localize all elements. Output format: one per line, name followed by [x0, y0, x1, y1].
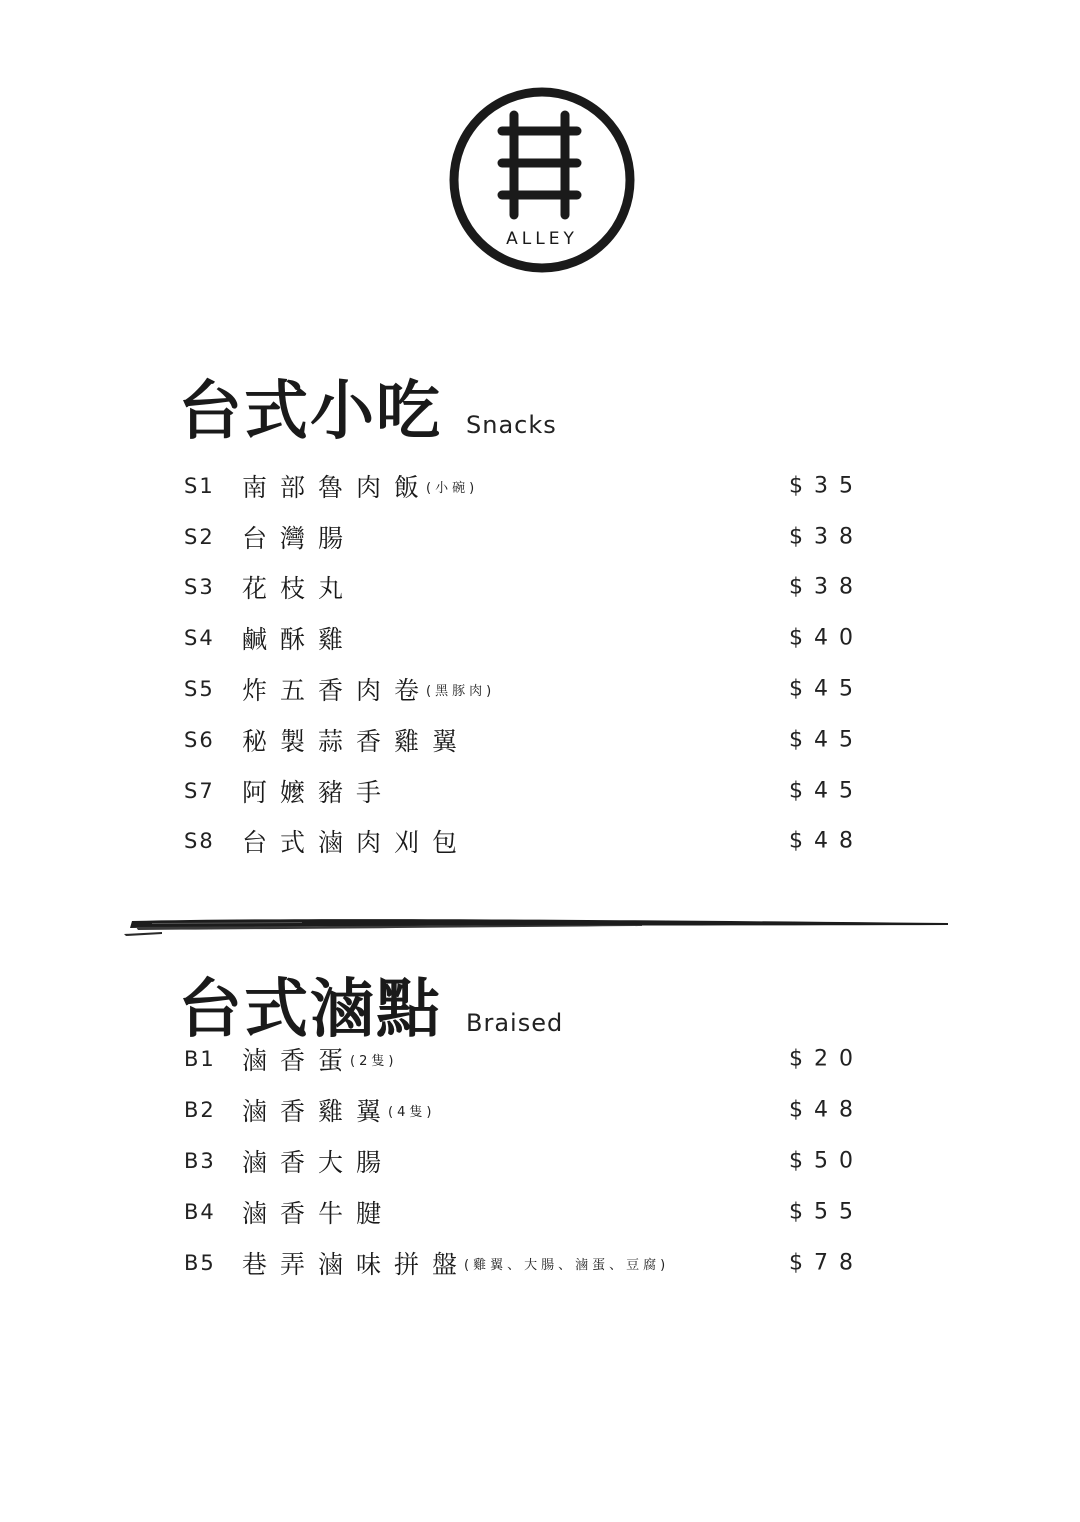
menu-item — [184, 1090, 864, 1130]
item-price: $38 — [789, 524, 864, 550]
logo-text: ALLEY — [506, 229, 578, 249]
item-price: $45 — [789, 778, 864, 804]
item-name: 鹹酥雞 — [242, 625, 357, 654]
section-title-snacks — [178, 360, 557, 452]
item-price: $50 — [789, 1148, 864, 1174]
item-name: 南部魯肉飯 — [242, 473, 433, 502]
menu-item — [184, 821, 864, 861]
item-price: $45 — [789, 727, 864, 753]
item-name: 台式滷肉刈包 — [242, 828, 471, 857]
menu-item — [184, 1141, 864, 1181]
item-note: (4隻) — [388, 1104, 436, 1120]
item-code: S1 — [184, 474, 215, 498]
item-note: (黑豚肉) — [426, 683, 496, 699]
item-name: 巷弄滷味拼盤 — [242, 1250, 471, 1279]
item-name: 台灣腸 — [242, 524, 357, 553]
menu-item — [184, 771, 864, 811]
item-price: $48 — [789, 828, 864, 854]
section-title-en: Braised — [466, 1009, 564, 1037]
item-code: S4 — [184, 626, 215, 650]
item-code: B5 — [184, 1251, 216, 1275]
item-name: 炸五香肉卷 — [242, 676, 433, 705]
item-price: $35 — [789, 473, 864, 499]
item-price: $20 — [789, 1046, 864, 1072]
section-title-braised — [178, 958, 563, 1050]
menu-item — [184, 720, 864, 760]
section-title-en: Snacks — [466, 411, 557, 439]
menu-item — [184, 618, 864, 658]
menu-item — [184, 1039, 864, 1079]
item-price: $48 — [789, 1097, 864, 1123]
item-name: 滷香大腸 — [242, 1148, 395, 1177]
menu-item — [184, 669, 864, 709]
item-price: $45 — [789, 676, 864, 702]
item-code: S6 — [184, 728, 215, 752]
menu-item — [184, 517, 864, 557]
item-name: 滷香蛋 — [242, 1046, 357, 1075]
alley-logo — [447, 85, 637, 275]
item-code: S7 — [184, 779, 215, 803]
item-note: (雞翼、大腸、滷蛋、豆腐) — [464, 1257, 670, 1273]
item-note: (2隻) — [350, 1053, 398, 1069]
section-title-zh: 台式滷點 — [178, 973, 442, 1047]
item-code: B1 — [184, 1047, 216, 1071]
item-code: S8 — [184, 829, 215, 853]
item-note: (小碗) — [426, 480, 479, 496]
item-name: 阿嬤豬手 — [242, 778, 395, 807]
item-name: 秘製蒜香雞翼 — [242, 727, 471, 756]
menu-item — [184, 466, 864, 506]
menu-item — [184, 1192, 864, 1232]
section-divider — [122, 914, 952, 940]
item-price: $40 — [789, 625, 864, 651]
item-name: 滷香牛腱 — [242, 1199, 395, 1228]
item-price: $78 — [789, 1250, 864, 1276]
item-name: 滷香雞翼 — [242, 1097, 395, 1126]
item-price: $55 — [789, 1199, 864, 1225]
item-code: B2 — [184, 1098, 216, 1122]
item-code: S3 — [184, 575, 215, 599]
item-code: B4 — [184, 1200, 216, 1224]
item-price: $38 — [789, 574, 864, 600]
section-title-zh: 台式小吃 — [178, 375, 442, 449]
item-code: S5 — [184, 677, 215, 701]
item-name: 花枝丸 — [242, 574, 357, 603]
item-code: S2 — [184, 525, 215, 549]
railway-track-icon — [447, 85, 637, 275]
item-code: B3 — [184, 1149, 216, 1173]
menu-item — [184, 567, 864, 607]
menu-item — [184, 1243, 864, 1283]
